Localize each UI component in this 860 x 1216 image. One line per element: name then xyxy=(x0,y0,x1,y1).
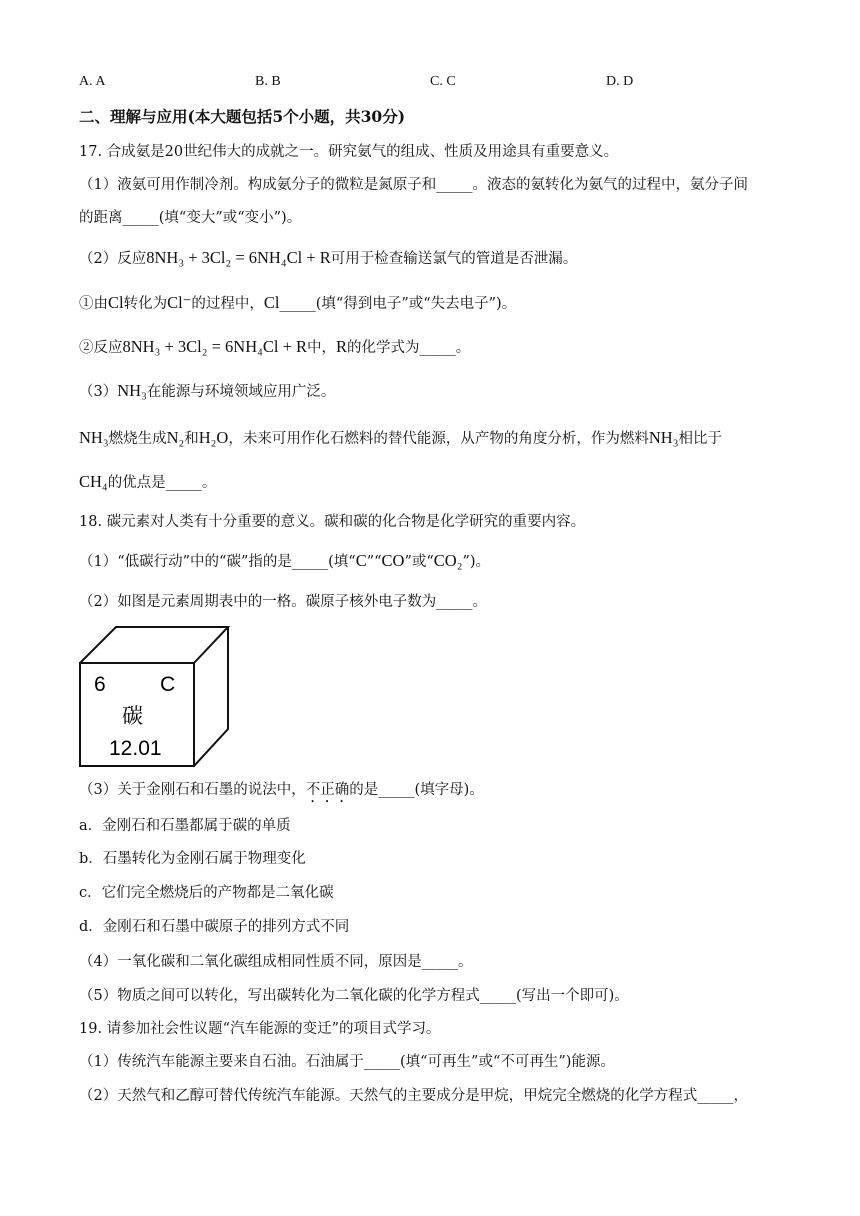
q17-part2 xyxy=(79,248,577,269)
ammonia-formula-2: NH₃ xyxy=(79,428,109,447)
q18-part1-or: ”或“ xyxy=(404,554,434,570)
q17-part3-prefix: （3） xyxy=(79,384,118,400)
q17-part3-line2 xyxy=(79,428,722,449)
q17-sub1-mid2: 的过程中， xyxy=(191,296,264,312)
q17-stem: 17. 合成氨是20世纪伟大的成就之一。研究氨气的组成、性质及用途具有重要意义。 xyxy=(79,144,619,160)
chlorine-atom-2: Cl xyxy=(263,293,280,312)
emphasis-incorrect: 不正确 xyxy=(305,782,350,798)
q17-part3c-suffix: 的优点是_____。 xyxy=(107,475,217,491)
reaction-equation-2: 8NH₃ + 3Cl₂ = 6NH₄Cl + R xyxy=(122,337,308,356)
q17-sub2-suffix: 的化学式为_____。 xyxy=(347,340,471,356)
atomic-number: 6 xyxy=(94,673,106,696)
q17-sub1 xyxy=(79,293,516,314)
carbon-formula: C xyxy=(355,551,367,570)
cell-top-face xyxy=(80,627,228,663)
co-formula: CO xyxy=(381,551,405,570)
cell-side-face xyxy=(194,627,228,766)
reaction-equation: 8NH₃ + 3Cl₂ = 6NH₄Cl + R xyxy=(146,248,331,267)
option-c: C. C xyxy=(430,74,456,89)
q18-part3 xyxy=(79,780,484,806)
q17-part3-line3 xyxy=(79,472,216,493)
q18-part1-sep: ”“ xyxy=(366,554,382,570)
q17-part3b-suffix: 相比于 xyxy=(678,431,722,447)
q17-part3 xyxy=(79,381,335,402)
q18-part1-prefix: （1）“低碳行动”中的“碳”指的是_____(填“ xyxy=(79,554,356,570)
q18-option-a: a．金刚石和石墨都属于碳的单质 xyxy=(79,818,291,834)
q18-part2: （2）如图是元素周期表中的一格。碳原子核外电子数为_____。 xyxy=(79,594,487,610)
element-symbol: C xyxy=(160,673,176,696)
q18-option-c: c．它们完全燃烧后的产物都是二氧化碳 xyxy=(79,885,334,901)
q17-part1-line2: 的距离_____(填“变大”或“变小”)。 xyxy=(79,210,302,226)
chloride-ion: Cl⁻ xyxy=(167,293,192,312)
q19-part2: （2）天然气和乙醇可替代传统汽车能源。天然气的主要成分是甲烷，甲烷完全燃烧的化学方程式_____， xyxy=(79,1088,748,1104)
q17-sub1-suffix: _____(填“得到电子”或“失去电子”)。 xyxy=(279,296,517,312)
ammonia-formula: NH₃ xyxy=(117,381,147,400)
periodic-table-cell xyxy=(76,623,236,771)
q17-sub1-mid: 转化为 xyxy=(123,296,168,312)
ammonia-formula-3: NH₃ xyxy=(648,428,679,447)
q18-part1 xyxy=(79,551,490,572)
q18-part1-end: ”)。 xyxy=(462,554,491,570)
product-r: R xyxy=(336,337,348,356)
q19-stem: 19. 请参加社会性议题“汽车能源的变迁”的项目式学习。 xyxy=(79,1021,441,1037)
chlorine-atom: Cl xyxy=(108,293,124,312)
q17-sub2 xyxy=(79,337,470,358)
q17-part2-prefix: （2）反应 xyxy=(79,251,147,267)
q17-part3-suffix: 在能源与环境领域应用广泛。 xyxy=(146,384,336,400)
element-name: 碳 xyxy=(122,704,143,728)
q19-part1: （1）传统汽车能源主要来自石油。石油属于_____(填“可再生”或“不可再生”)能源。 xyxy=(79,1054,615,1070)
q18-stem: 18. 碳元素对人类有十分重要的意义。碳和碳的化合物是化学研究的重要内容。 xyxy=(79,514,586,530)
q18-part5: （5）物质之间可以转化，写出碳转化为二氧化碳的化学方程式_____(写出一个即可)。 xyxy=(79,988,629,1004)
q18-option-b: b．石墨转化为金刚石属于物理变化 xyxy=(79,851,306,867)
q18-part3-prefix: （3）关于金刚石和石墨的说法中， xyxy=(79,782,306,798)
q17-part3b-and: 和 xyxy=(184,431,199,447)
q17-part2-suffix: 可用于检查输送氯气的管道是否泄漏。 xyxy=(330,251,578,267)
co2-formula: CO₂ xyxy=(433,551,463,570)
atomic-mass: 12.01 xyxy=(109,737,162,760)
q17-part3b-mid2: ，未来可用作化石燃料的替代能源，从产物的角度分析，作为燃料 xyxy=(228,431,649,447)
q18-part4: （4）一氧化碳和二氧化碳组成相同性质不同，原因是_____。 xyxy=(79,954,473,970)
q17-part1-line1: （1）液氨可用作制冷剂。构成氨分子的微粒是氮原子和_____。液态的氨转化为氨气的过程中，氨分子间 xyxy=(79,177,748,193)
option-a: A. A xyxy=(79,74,106,89)
methane-formula: CH₄ xyxy=(79,472,108,491)
section-title: 二、理解与应用(本大题包括5个小题，共30分) xyxy=(79,107,406,126)
q17-sub1-prefix: ①由 xyxy=(79,296,108,312)
water-formula: H₂O xyxy=(198,428,229,447)
q18-option-d: d．金刚石和石墨中碳原子的排列方式不同 xyxy=(79,919,350,935)
option-d: D. D xyxy=(606,74,634,89)
q17-sub2-mid: 中， xyxy=(307,340,337,356)
nitrogen-formula: N₂ xyxy=(166,428,185,447)
option-b: B. B xyxy=(255,74,281,89)
q17-sub2-prefix: ②反应 xyxy=(79,340,123,356)
q17-part3b-mid1: 燃烧生成 xyxy=(108,431,167,447)
q18-part3-suffix: 的是_____(填字母)。 xyxy=(349,782,484,798)
